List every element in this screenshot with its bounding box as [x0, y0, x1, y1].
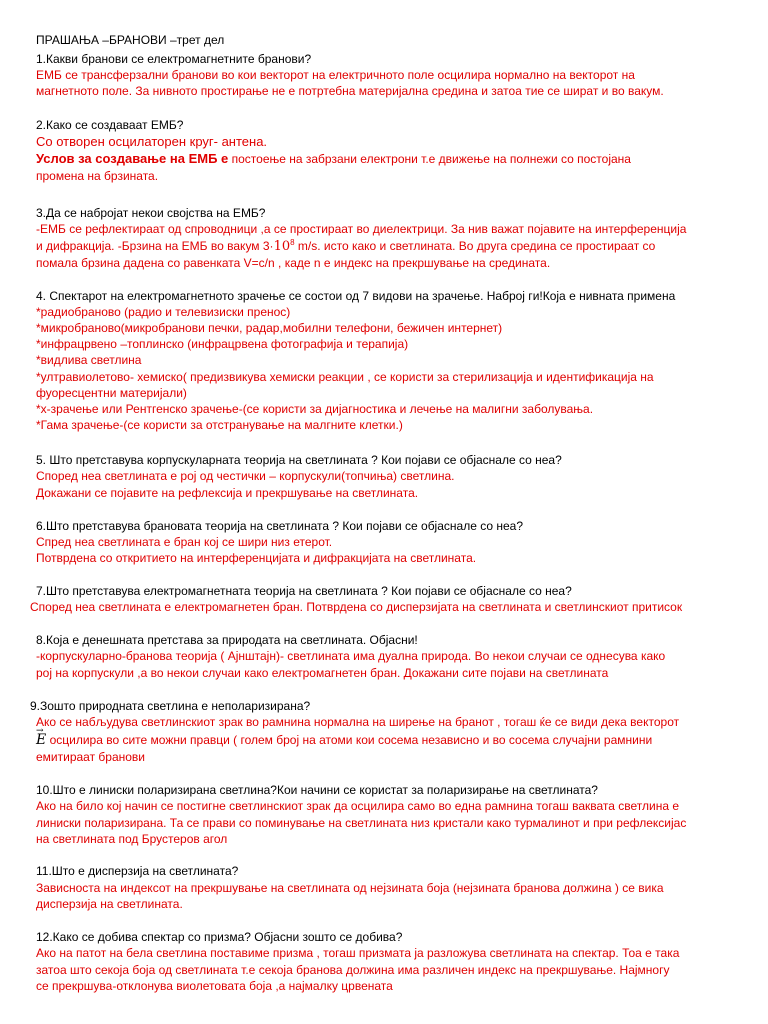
answer-2-line-1: Со отворен осцилаторен круг- антена.: [36, 134, 268, 149]
answer-12-line-3: се прекршува-отклонува виолетовата боја ,а најмалку црвената: [36, 979, 393, 993]
answer-4-item-6: *х-зрачење или Рентгенско зрачење-(се користи за дијагностика и лечење на малигни заболувања.: [36, 402, 594, 416]
answer-1-line-1: ЕМБ се трансферзални бранови во кои векторот на електричното поле осцилира нормално на векторот на: [36, 68, 635, 82]
answer-4-item-1: *радиобраново (радио и телевизиски пренос): [36, 305, 291, 319]
answer-11-line-1: Зависноста на индексот на прекршување на светлината од нејзината боја (нејзината бранова должина ) се вика: [36, 881, 664, 895]
question-5: 5. Што претставува корпускуларната теорија на светлината ? Кои појави се објасналe со неа?: [36, 453, 562, 467]
answer-4-item-3: *инфрацрвено –топлинско (инфрацрвена фотографија и терапија): [36, 337, 409, 351]
answer-8-line-1: -корпускуларно-бранова теорија ( Ајнштајн)- светлината има дуална природа. Во некои случаи се однесува како: [36, 649, 666, 663]
answer-1-line-2: магнетното поле. За нивното простирање не е потртебна материјална средина и затоа тие се шират и во вакум.: [36, 84, 664, 98]
question-8: 8.Која е денешната претстава за природата на светлината. Објасни!: [36, 633, 418, 647]
answer-7-line-1: Според неа светлината е електромагнетен бран. Потврдена со дисперзијата на светлината и светлинскиот притисок: [30, 600, 683, 614]
answer-4-item-4: *видлива светлина: [36, 353, 142, 367]
answer-10-line-2: линиски поларизирана. Та се прави со поминување на светлината низ кристали како турмалинот и при рефлексијас: [36, 816, 687, 830]
answer-4-item-5: *ултравиолетово- хемиско( предизвикува хемиски реакции , се користи за стерилизација и идентификација на: [36, 370, 654, 384]
question-4: 4. Спектарот на електромагнетното зрачење се состои од 7 видови на зрачење. Наброј ги!Која е нивната примена: [36, 289, 676, 303]
vector-e-symbol: → E: [36, 732, 46, 748]
question-12: 12.Како се добива спектар со призма? Објасни зошто се добива?: [36, 930, 403, 944]
answer-10-line-3: на светлината под Брустеров агол: [36, 832, 228, 846]
answer-12-line-1: Ако на патот на бела светлина поставиме призма , тогаш призмата ја разложува светлината на спектар. Тоа е така: [36, 946, 680, 960]
question-7: 7.Што претставува електромагнетната теорија на светлината ? Кои појави се објаснале со неа?: [36, 584, 572, 598]
answer-3-line-3: помала брзина дадена со равенката V=c/n , каде n е индекс на прекршување на средината.: [36, 256, 551, 270]
question-1: 1.Какви бранови се електромагнетните бранови?: [36, 52, 312, 66]
answer-2-line-3: промена на брзината.: [36, 169, 159, 183]
answer-3-speed-rest: m/s. исто како и светлината. Во друга средина се простираат со: [297, 239, 656, 253]
answer-10-line-1: Ако на било кој начин се постигне светлинскиот зрак да осцилира само во една рамнина тогаш ваквата светлина е: [36, 799, 680, 813]
answer-2-condition-text: постоење на забрзани електрони т.е движење на полнежи со постојана: [231, 152, 631, 166]
answer-3-line-1: -ЕМБ се рефлектираат од спроводници ,а се простираат во диелектрици. За нив важат појавите на интерференција: [36, 222, 687, 236]
answer-9-line-3: емитираат бранови: [36, 750, 146, 764]
answer-5-line-2: Докажани се појавите на рефлексија и прекршување на светлината.: [36, 486, 419, 500]
answer-9-line-2: [36, 732, 652, 748]
answer-3-speed-text: и дифракција. -Брзина на ЕМБ во вакум 3·: [36, 239, 274, 253]
answer-2-condition-label: Услов за создавање на ЕМБ е: [36, 151, 229, 166]
question-6: 6.Што претставува брановата теорија на светлината ? Кои појави се објаснале со неа?: [36, 519, 524, 533]
document-title: ПРАШАЊА –БРАНОВИ –трет дел: [36, 33, 225, 47]
answer-9-line-1: Ако се набљудува светлинскиот зрак во рамнина нормална на ширење на бранот , тогаш ќе се види дека векторот: [36, 715, 680, 729]
question-9: 9.Зошто природната светлина е неполаризирана?: [30, 699, 311, 713]
answer-2-line-2: [36, 151, 631, 167]
answer-5-line-1: Според неа светлината е рој од честички – корпускули(топчиња) светлина.: [36, 469, 455, 483]
answer-3-line-2: [36, 238, 655, 255]
answer-11-line-2: дисперзија на светлината.: [36, 897, 183, 911]
answer-8-line-2: рој на корпускули ,а во некои случаи како електромагнетен бран. Докажани сите појави на светлината: [36, 666, 609, 680]
answer-4-item-7: *Гама зрачење-(се користи за отстранување на малгните клетки.): [36, 418, 403, 432]
answer-6-line-1: Спред неа светлината е бран кој се шири низ етерот.: [36, 535, 333, 549]
answer-6-line-2: Потврдена со откритието на интерференцијата и дифракцијата на светлината.: [36, 551, 477, 565]
question-3: 3.Да се набројат некои својства на ЕМБ?: [36, 206, 266, 220]
answer-9-oscillation-text: осцилира во сите можни правци ( голем број на атоми кои сосема независно и во сосема случајни рамнини: [49, 733, 653, 747]
answer-12-line-2: затоа што секоја боја од светлината т.е секоја бранова должина има различен индекс на прекршување. Најмногу: [36, 963, 670, 977]
answer-3-power-base: 10: [273, 239, 291, 254]
question-2: 2.Како се создаваат ЕМБ?: [36, 118, 184, 132]
answer-3-power-exponent: 8: [290, 238, 295, 247]
question-10: 10.Што е линиски поларизирана светлина?Кои начини се користат за поларизирање на светлината?: [36, 783, 598, 797]
question-11: 11.Што е дисперзија на светлината?: [36, 864, 239, 878]
answer-4-item-5-cont: фуоресцентни материјали): [36, 386, 187, 400]
answer-4-item-2: *микробраново(микробранови печки, радар,мобилни телефони, бежичен интернет): [36, 321, 503, 335]
